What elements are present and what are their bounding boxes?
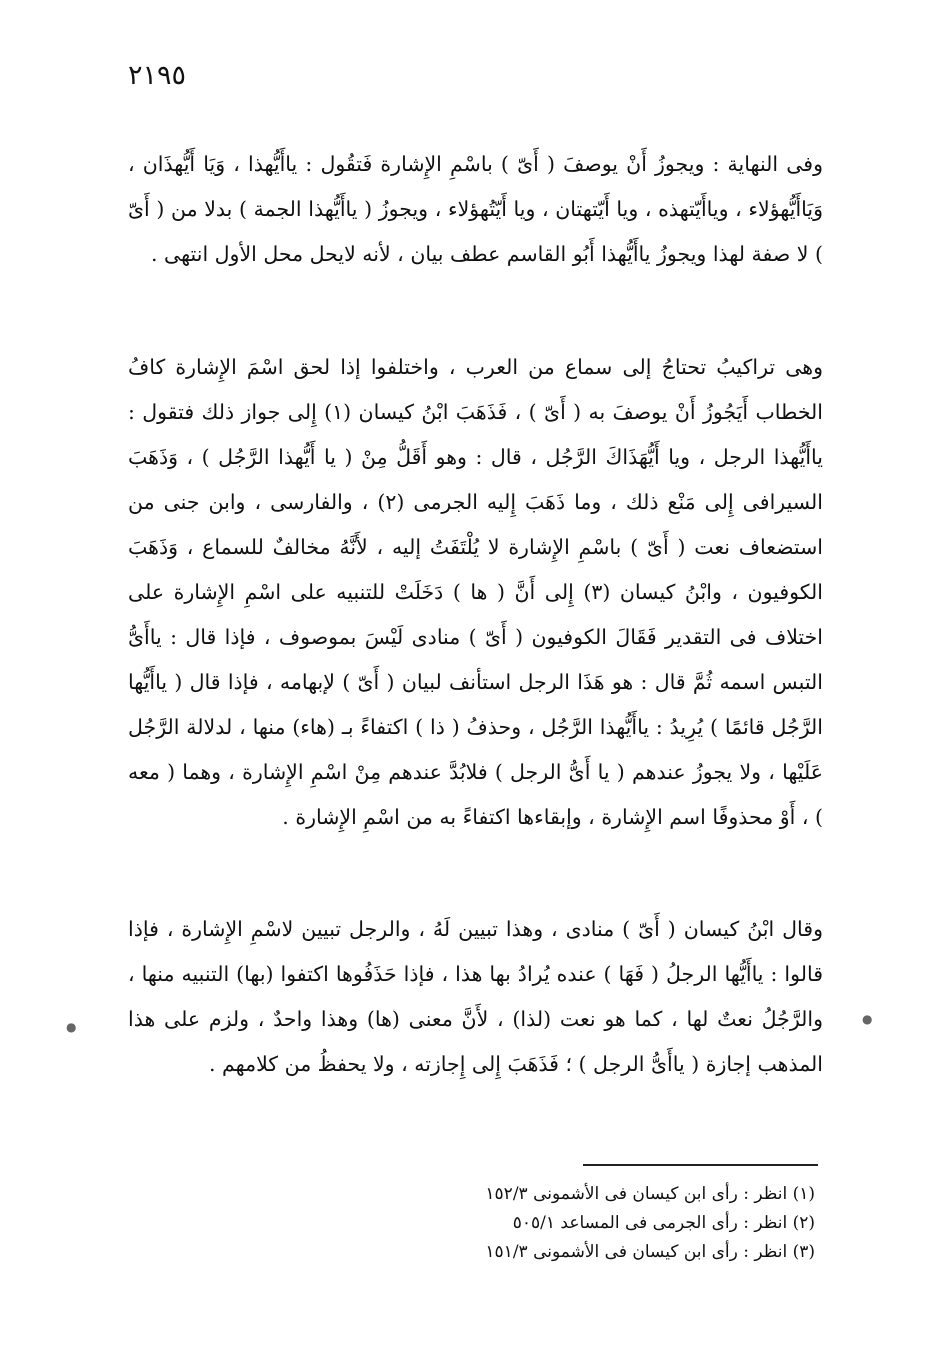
paragraph-text: وفى النهاية : ويجوزُ أَنْ يوصفَ ( أَىّ ) باسْمِ الإِشارة فَتقُول : ياأَيُّهذا ، وَيَا أَيُّهذَان ، وَيَاأَيُّهؤلاء ، وياأَيّتهذه ، ويا أَيّتهتان ، ويا أَيّتُهؤلاء ، ويجوزُ ( ياأَيُّهذا الجمة ) بدلا من ( أَىّ ) لا صفة لهذا ويجوزُ ياأَيُّهذا أَبُو القاسم عطف بيان ، لأنه لايحل محل الأول انتهى . — [128, 152, 823, 266]
paragraph-text: وقال ابْنُ كيسان ( أَىّ ) منادى ، وهذا تبيين لَهُ ، والرجل تبيين لاسْمِ الإِشارة ، فإذا قالوا : ياأَيُّها الرجلُ ( فَهَا ) عنده يُرادُ بها هذا ، فإذا حَذَفُوها اكتفوا (بها) التنبيه منها ، والرَّجُلُ نعتٌ لها ، كما هو نعت (لذا) ، لأَنَّ معنى (ها) وهذا واحدٌ ، ولزم على هذا المذهب إجازة ( ياأَىُّ الرجل ) ؛ فَذَهَبَ إِلى إِجازته ، ولا يحفظُ من كلامهم . — [128, 917, 823, 1076]
footnote-1: (١) انظر : رأى ابن كيسان فى الأشمونى ١٥٢/٣ — [485, 1184, 815, 1204]
footnote-divider — [583, 1164, 818, 1166]
footnote-2: (٢) انظر : رأى الجرمى فى المساعد ٥٠٥/١ — [512, 1213, 815, 1233]
scan-speck: ● — [66, 1020, 77, 1034]
paragraph-3 — [128, 907, 823, 1087]
footnotes — [300, 1180, 815, 1267]
footnote-3: (٣) انظر : رأى ابن كيسان فى الأشمونى ١٥١/٣ — [485, 1242, 815, 1262]
paragraph-text: وهى تراكيبُ تحتاجُ إلى سماع من العرب ، واختلفوا إذا لحق اسْمَ الإِشارة كافُ الخطاب أَيَجُوزُ أَنْ يوصفَ به ( أَىّ ) ، فَذَهَبَ ابْنُ كيسان (١) إِلى جواز ذلك فتقول : ياأَيُّهذا الرجل ، ويا أَيُّهَذَاكَ الرَّجُل ، قال : وهو أَقَلُّ مِنْ ( يا أَيُّهذا الرَّجُل ) ، وَذَهَبَ السيرافى إِلى مَنْع ذلك ، وما ذَهَبَ إِليه الجرمى (٢) ، والفارسى ، وابن جنى من استضعاف نعت ( أَىّ ) باسْمِ الإِشارة لا يُلْتَفَتُ إليه ، لأَنَّهُ مخالفٌ للسماع ، وَذَهَبَ الكوفيون ، وابْنُ كيسان (٣) إِلى أَنَّ ( ها ) دَخَلَتْ للتنبيه على اسْمِ الإِشارة على اختلاف فى التقدير فَقَالَ الكوفيون ( أَىّ ) منادى لَيْسَ بموصوف ، فإذا قال : ياأَىُّ التبس اسمه ثُمَّ قال : هو هَذَا الرجل استأنف لبيان ( أَىّ ) لإبهامه ، فإذا قال ( ياأَيُّها الرَّجُل قائمًا ) يُرِيدُ : ياأَيُّهذا الرَّجُل ، وحذفُ ( ذا ) اكتفاءً بـ (هاء) منها ، لدلالة الرَّجُل عَلَيْها ، ولا يجوزُ عندهم ( يا أَىُّ الرجل ) فلابُدَّ عندهم مِنْ اسْمِ الإِشارة ، وهما ( معه ) ، أَوْ محذوفًا اسم الإِشارة ، وإبقاءها اكتفاءً به من اسْمِ الإِشارة . — [128, 355, 824, 829]
paragraph-1 — [128, 142, 823, 277]
scan-speck: ● — [862, 1012, 873, 1026]
page-number: ٢١٩٥ — [128, 60, 187, 91]
paragraph-2 — [128, 345, 823, 840]
